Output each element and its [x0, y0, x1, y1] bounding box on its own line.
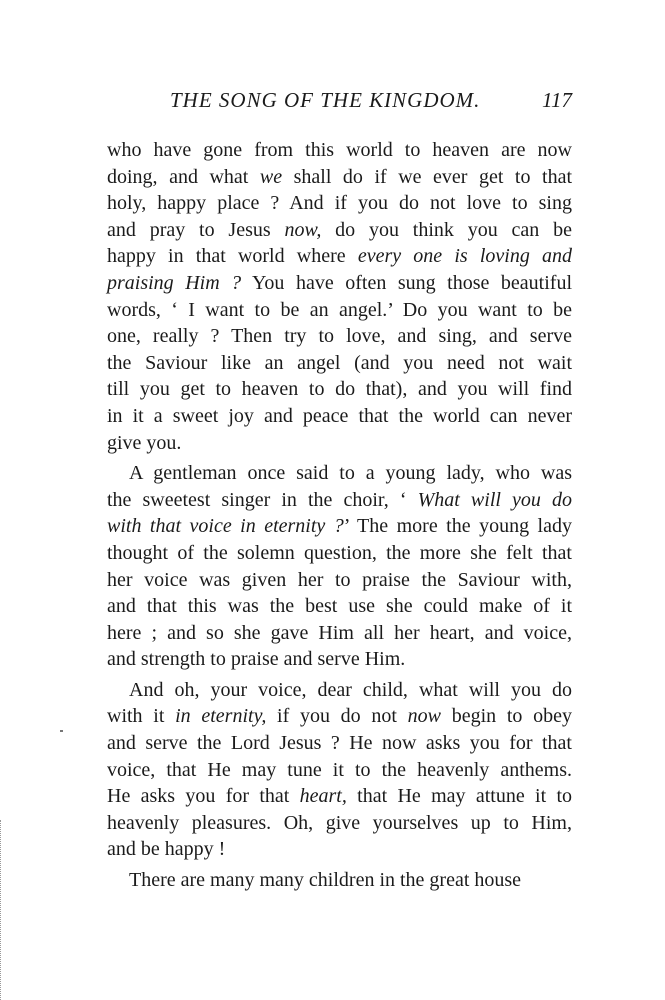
text-run: holy, happy place ? And if you do not love to sing	[107, 192, 572, 215]
text-run: one, really ? Then try to love, and sing, and serve	[107, 325, 572, 348]
text-run: and be happy !	[107, 838, 226, 861]
text-run: thought of the solemn question, the more she felt that	[107, 541, 572, 564]
text-line	[107, 270, 572, 297]
page-header	[110, 88, 570, 118]
page-number: 117	[542, 88, 572, 112]
text-run: and serve the Lord Jesus ? He now asks you for that	[107, 732, 572, 755]
italic-text: heart,	[299, 785, 347, 808]
text-line	[107, 190, 572, 217]
text-line	[107, 430, 572, 457]
text-line	[107, 376, 572, 403]
text-run: voice, that He may tune it to the heavenly anthems.	[107, 758, 572, 781]
text-run: words, ‘ I want to be an angel.’ Do you want to be	[107, 298, 572, 321]
text-run: the sweetest singer in the choir, ‘	[107, 488, 418, 511]
page-edge	[0, 820, 2, 1000]
text-run: and pray to Jesus	[107, 218, 285, 241]
text-line	[107, 403, 572, 430]
text-run: You have often sung those beautiful	[241, 271, 572, 294]
running-title: THE SONG OF THE KINGDOM.	[170, 88, 481, 112]
stray-mark	[60, 730, 63, 732]
text-line	[107, 137, 572, 164]
text-run: with it	[107, 705, 176, 728]
text-line	[107, 757, 572, 784]
text-line	[107, 460, 572, 487]
text-run: doing, and what	[107, 165, 260, 188]
text-line	[107, 783, 572, 810]
text-run: heavenly pleasures. Oh, give yourselves up to Him,	[107, 811, 572, 834]
text-run: shall do if we ever get to that	[282, 165, 572, 188]
text-run: do you think you can be	[321, 218, 573, 241]
text-run: and that this was the best use she could make of it	[107, 595, 572, 618]
paragraph	[107, 867, 572, 894]
text-run: her voice was given her to praise the Saviour with,	[107, 568, 572, 591]
text-line	[107, 593, 572, 620]
italic-text: now	[407, 705, 441, 728]
text-run: ’ The more the young lady	[343, 515, 572, 538]
text-line	[107, 703, 572, 730]
text-run: happy in that world where	[107, 245, 358, 268]
text-run: here ; and so she gave Him all her heart, and voice,	[107, 621, 572, 644]
italic-text: now,	[284, 218, 322, 241]
text-run: begin to obey	[441, 705, 572, 728]
text-line	[107, 620, 572, 647]
text-line	[107, 243, 572, 270]
text-run: till you get to heaven to do that), and you will find	[107, 378, 572, 401]
paragraph	[107, 677, 572, 863]
text-run: in it a sweet joy and peace that the world can never	[107, 404, 572, 427]
text-run: who have gone from this world to heaven are now	[107, 139, 572, 161]
text-line	[107, 513, 572, 540]
text-line	[107, 297, 572, 324]
text-run: A gentleman once said to a young lady, who was	[129, 462, 572, 485]
text-line	[107, 867, 572, 894]
paragraph	[107, 460, 572, 673]
text-line	[107, 323, 572, 350]
text-line	[107, 810, 572, 837]
text-run: There are many many children in the great house	[129, 869, 522, 892]
text-line	[107, 646, 572, 673]
italic-text: praising Him ?	[107, 271, 242, 294]
text-line	[107, 730, 572, 757]
italic-text: What will you do	[417, 488, 572, 511]
paragraph	[107, 137, 572, 456]
text-line	[107, 567, 572, 594]
text-line	[107, 217, 572, 244]
italic-text: in eternity,	[175, 705, 267, 728]
text-run: if you do not	[266, 705, 408, 728]
text-run: He asks you for that	[107, 785, 300, 808]
text-run: and strength to praise and serve Him.	[107, 648, 406, 671]
text-line	[107, 164, 572, 191]
text-line	[107, 350, 572, 377]
text-line	[107, 487, 572, 514]
text-run: the Saviour like an angel (and you need not wait	[107, 351, 572, 374]
italic-text: with that voice in eternity ?	[107, 515, 344, 538]
text-run: And oh, your voice, dear child, what will you do	[129, 678, 572, 701]
body-text	[107, 137, 572, 894]
text-line	[107, 677, 572, 704]
text-line	[107, 540, 572, 567]
text-line	[107, 836, 572, 863]
text-run: give you.	[107, 431, 182, 454]
text-run: that He may attune it to	[346, 785, 573, 808]
italic-text: we	[259, 165, 283, 188]
italic-text: every one is loving and	[357, 245, 572, 268]
